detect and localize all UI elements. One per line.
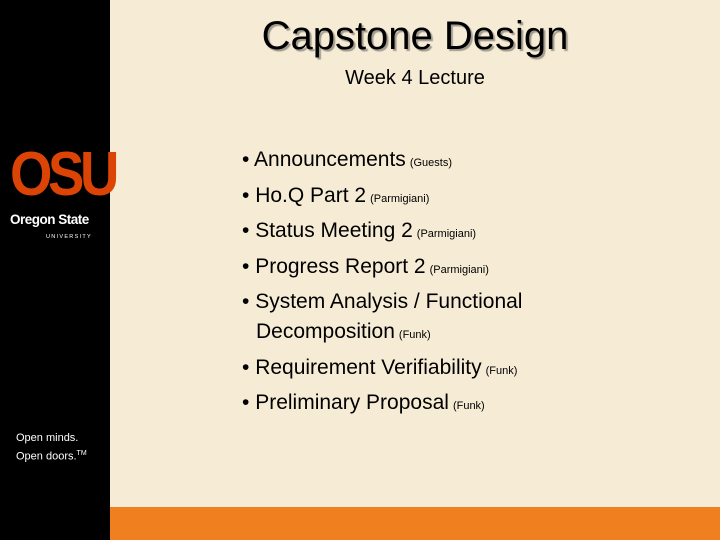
bullet-text: Requirement Verifiability [255,355,482,379]
bullet-presenter: (Funk) [452,400,485,412]
slide-subtitle: Week 4 Lecture [345,67,485,89]
bullet-text: Announcements [254,148,406,171]
bullet-text: System Analysis / Functional Decomposition [255,290,523,343]
bullet-list [242,145,692,424]
bullet-item: • Ho.Q Part 2 (Parmigiani) [242,183,430,207]
bullet-presenter: (Guests) [409,157,452,169]
bullet-item: • System Analysis / Functional Decomposition (Funk) [242,290,523,343]
trademark: TM [76,450,87,457]
sidebar [0,0,116,540]
logo-osu-text: OSU [10,140,116,209]
bullet-item: • Requirement Verifiability (Funk) [242,355,518,379]
logo-university: UNIVERSITY [46,234,93,240]
bullet-presenter: (Parmigiani) [416,228,477,240]
logo-name: Oregon State [10,212,89,227]
tagline [16,431,87,465]
bullet-text: Status Meeting 2 [255,219,413,242]
tagline-line-2-text: Open doors. [16,450,77,463]
bullet-item: • Progress Report 2 (Parmigiani) [242,254,489,278]
bullet-item: • Announcements (Guests) [242,148,452,171]
bullet-text: Ho.Q Part 2 [255,183,367,207]
bullet-presenter: (Funk) [398,329,431,341]
bullet-presenter: (Parmigiani) [370,192,430,205]
tagline-line-1: Open minds. [16,432,79,444]
bullet-text: Preliminary Proposal [255,391,449,414]
slide-title: Capstone Design [261,14,569,58]
bullet-item: • Status Meeting 2 (Parmigiani) [242,219,477,242]
bullet-presenter: (Parmigiani) [429,263,489,276]
osu-logo [8,140,116,248]
tagline-line-2 [16,446,87,465]
bullet-text: Progress Report 2 [255,254,426,278]
bullet-presenter: (Funk) [485,364,518,377]
bottom-accent-bar [110,507,720,540]
bullet-item: • Preliminary Proposal (Funk) [242,391,485,414]
